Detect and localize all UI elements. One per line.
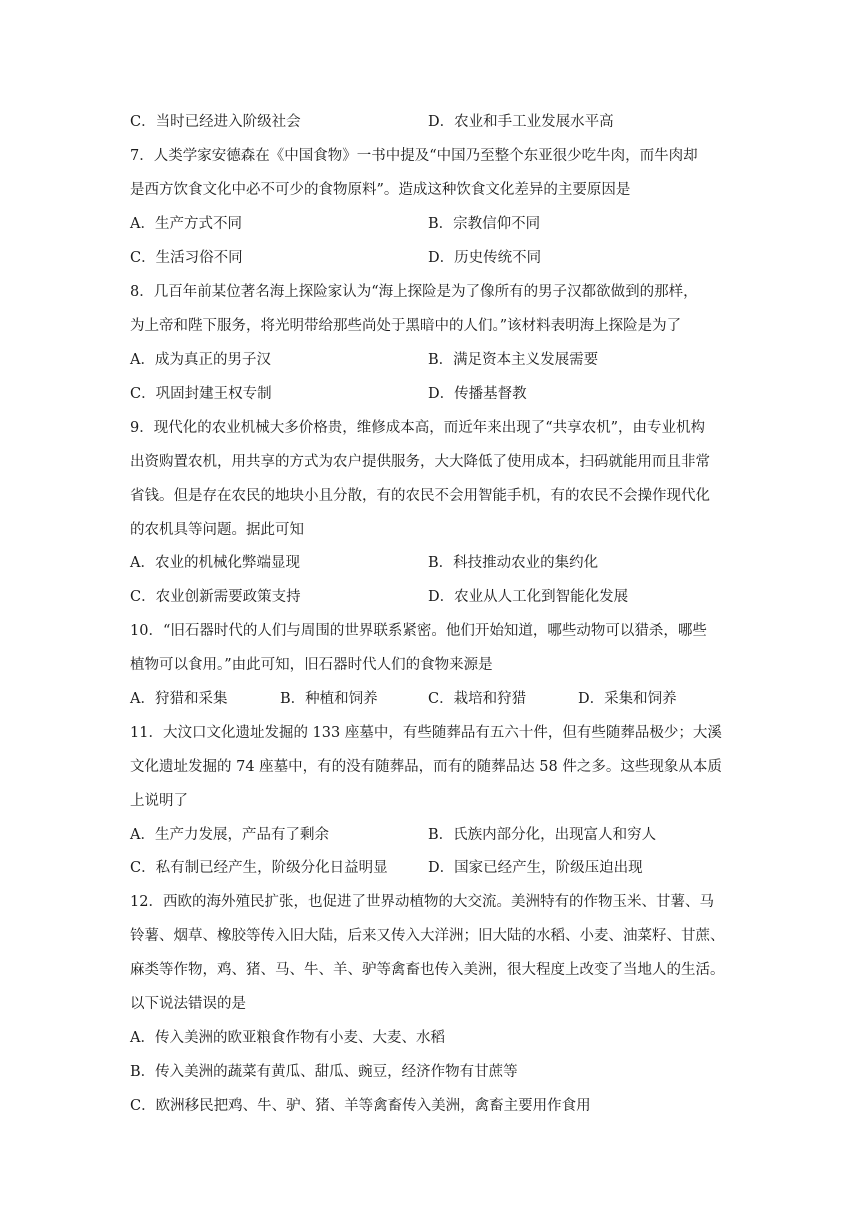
q11-option-d: D．国家已经产生，阶级压迫出现 <box>428 860 643 876</box>
q11-stem-line-1: 11．大汶口文化遗址发掘的 133 座墓中，有些随葬品有五六十件，但有些随葬品极少；大溪 <box>130 725 722 741</box>
q8-stem-line-1: 8．几百年前某位著名海上探险家认为“海上探险是为了像所有的男子汉都欲做到的那样， <box>130 284 698 300</box>
q11-options-cd <box>130 858 730 878</box>
q10-option-b: B．种植和饲养 <box>280 691 378 707</box>
q12-stem-line-4: 以下说法错误的是 <box>130 996 246 1012</box>
q9-stem-line-3: 省钱。但是存在农民的地块小且分散，有的农民不会用智能手机，有的农民不会操作现代化 <box>130 488 710 504</box>
q11-stem-line-3: 上说明了 <box>130 793 188 809</box>
q9-option-d: D．农业从人工化到智能化发展 <box>428 589 629 605</box>
q11-option-c: C．私有制已经产生，阶级分化日益明显 <box>130 860 388 876</box>
q12-option-a: A．传入美洲的欧亚粮食作物有小麦、大麦、水稻 <box>130 1030 445 1046</box>
q9-option-a: A．农业的机械化弊端显现 <box>130 555 300 571</box>
q10-stem-line-1: 10．“旧石器时代的人们与周围的世界联系紧密。他们开始知道，哪些动物可以猎杀，哪些 <box>130 623 707 639</box>
q10-option-d: D．采集和饲养 <box>578 691 677 707</box>
q10-option-c: C．栽培和狩猎 <box>428 691 527 707</box>
q12-stem-line-2: 铃薯、烟草、橡胶等传入旧大陆，后来又传入大洋洲；旧大陆的水稻、小麦、油菜籽、甘蔗、 <box>130 928 725 944</box>
q8-option-b: B．满足资本主义发展需要 <box>428 352 599 368</box>
q8-option-c: C．巩固封建王权专制 <box>130 386 272 402</box>
q10-option-a: A．狩猎和采集 <box>130 691 228 707</box>
q7-options-cd <box>130 248 730 268</box>
q7-option-d: D．历史传统不同 <box>428 250 542 266</box>
q7-option-b: B．宗教信仰不同 <box>428 216 541 232</box>
q11-option-b: B．氏族内部分化，出现富人和穷人 <box>428 827 657 843</box>
q11-option-a: A．生产力发展，产品有了剩余 <box>130 827 329 843</box>
q9-option-b: B．科技推动农业的集约化 <box>428 555 599 571</box>
q7-stem-line-2: 是西方饮食文化中必不可少的食物原料”。造成这种饮食文化差异的主要原因是 <box>130 182 631 198</box>
q12-option-c: C．欧洲移民把鸡、牛、驴、猪、羊等禽畜传入美洲，禽畜主要用作食用 <box>130 1098 591 1114</box>
q9-stem-line-1: 9．现代化的农业机械大多价格贵，维修成本高，而近年来出现了“共享农机”，由专业机构 <box>130 420 706 436</box>
q7-stem-line-1: 7．人类学家安德森在《中国食物》一书中提及“中国乃至整个东亚很少吃牛肉，而牛肉却 <box>130 148 698 164</box>
q6-option-d: D．农业和手工业发展水平高 <box>428 114 614 130</box>
q8-options-cd <box>130 384 730 404</box>
q11-stem-line-2: 文化遗址发掘的 74 座墓中，有的没有随葬品，而有的随葬品达 58 件之多。这些现象从本质 <box>130 759 722 775</box>
q8-stem-line-2: 为上帝和陛下服务，将光明带给那些尚处于黑暗中的人们。”该材料表明海上探险是为了 <box>130 318 682 334</box>
q9-options-ab <box>130 553 730 573</box>
q11-options-ab <box>130 825 730 845</box>
q6-options-cd <box>130 112 730 132</box>
q9-options-cd <box>130 587 730 607</box>
q7-option-a: A．生产方式不同 <box>130 216 242 232</box>
q10-options <box>130 689 730 709</box>
q12-option-b: B．传入美洲的蔬菜有黄瓜、甜瓜、豌豆，经济作物有甘蔗等 <box>130 1064 518 1080</box>
q12-stem-line-3: 麻类等作物，鸡、猪、马、牛、羊、驴等禽畜也传入美洲，很大程度上改变了当地人的生活。 <box>130 962 725 978</box>
q9-option-c: C．农业创新需要政策支持 <box>130 589 301 605</box>
q8-options-ab <box>130 350 730 370</box>
q7-options-ab <box>130 214 730 234</box>
q6-option-c: C．当时已经进入阶级社会 <box>130 114 301 130</box>
q8-option-d: D．传播基督教 <box>428 386 527 402</box>
q7-option-c: C．生活习俗不同 <box>130 250 243 266</box>
q12-stem-line-1: 12．西欧的海外殖民扩张，也促进了世界动植物的大交流。美洲特有的作物玉米、甘薯、马 <box>130 894 714 910</box>
q9-stem-line-2: 出资购置农机，用共享的方式为农户提供服务，大大降低了使用成本，扫码就能用而且非常 <box>130 454 710 470</box>
q8-option-a: A．成为真正的男子汉 <box>130 352 271 368</box>
q10-stem-line-2: 植物可以食用。”由此可知，旧石器时代人们的食物来源是 <box>130 657 493 673</box>
q9-stem-line-4: 的农机具等问题。据此可知 <box>130 522 304 538</box>
